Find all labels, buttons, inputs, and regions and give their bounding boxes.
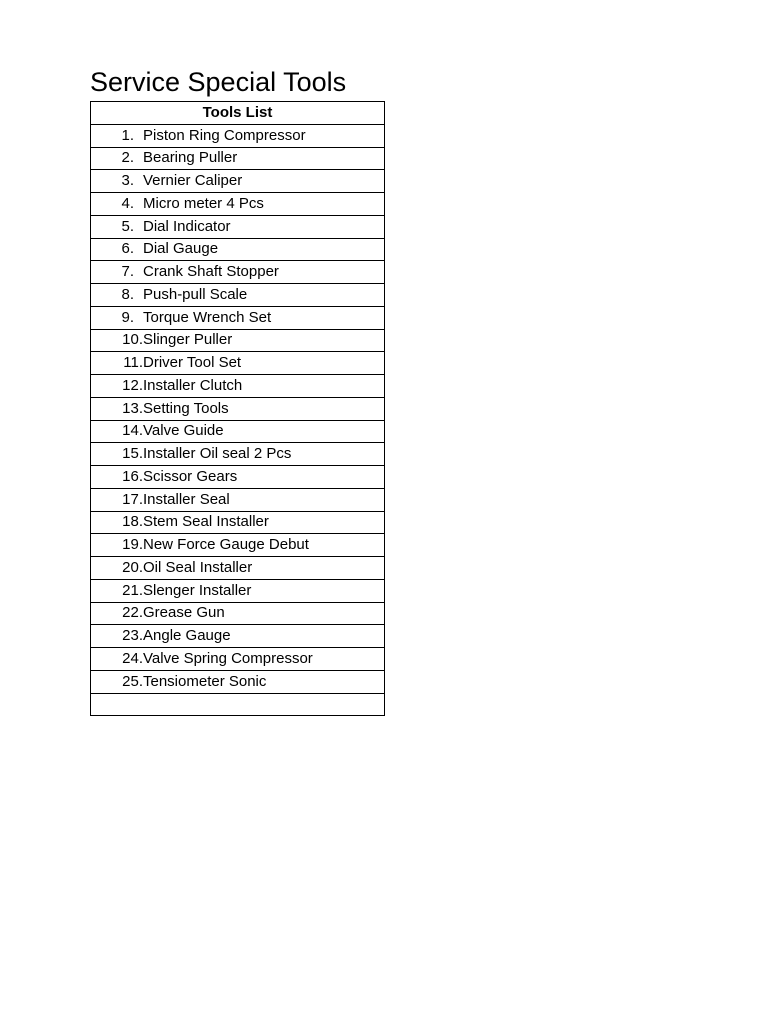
table-header-row	[91, 102, 385, 125]
table-row	[91, 625, 385, 648]
tool-name: Torque Wrench Set	[143, 308, 272, 326]
table-row	[91, 261, 385, 284]
table-row	[91, 534, 385, 557]
table-row	[91, 511, 385, 534]
tool-cell	[91, 170, 385, 193]
tool-cell	[91, 238, 385, 261]
tool-name: Setting Tools	[143, 399, 229, 417]
tool-cell	[91, 397, 385, 420]
tool-name: Angle Gauge	[143, 627, 231, 645]
tool-name: New Force Gauge Debut	[143, 536, 309, 554]
table-row-empty	[91, 693, 385, 716]
tool-number: 11.	[123, 354, 143, 372]
tool-cell	[91, 534, 385, 557]
tool-cell	[91, 329, 385, 352]
tool-name: Push-pull Scale	[143, 285, 248, 303]
table-row	[91, 193, 385, 216]
table-row	[91, 557, 385, 580]
tool-name: Piston Ring Compressor	[143, 126, 306, 144]
tool-cell	[91, 557, 385, 580]
table-row	[91, 488, 385, 511]
table-row	[91, 329, 385, 352]
tool-cell	[91, 193, 385, 216]
tool-cell	[91, 488, 385, 511]
tool-number: 16.	[122, 467, 143, 485]
tool-cell	[91, 511, 385, 534]
tool-number: 18.	[122, 513, 143, 531]
tool-cell	[91, 124, 385, 147]
tool-cell	[91, 147, 385, 170]
tool-number: 24.	[122, 649, 143, 667]
tool-name: Slinger Puller	[143, 331, 233, 349]
tool-cell	[91, 352, 385, 375]
tool-number: 8.	[121, 285, 134, 303]
tool-number: 12.	[122, 376, 143, 394]
tool-cell	[91, 261, 385, 284]
tools-table-body	[91, 124, 385, 716]
tool-cell	[91, 670, 385, 693]
tool-number: 22.	[122, 604, 143, 622]
empty-cell	[91, 693, 385, 716]
tools-table	[90, 101, 385, 716]
tool-number: 21.	[122, 581, 143, 599]
tool-number: 6.	[121, 240, 134, 258]
tool-number: 2.	[121, 149, 134, 167]
tool-cell	[91, 215, 385, 238]
tool-number: 19.	[122, 536, 143, 554]
table-row	[91, 284, 385, 307]
tool-number: 1.	[121, 126, 134, 144]
tool-name: Installer Seal	[143, 490, 230, 508]
tool-name: Dial Gauge	[143, 240, 219, 258]
tool-number: 20.	[122, 558, 143, 576]
table-row	[91, 306, 385, 329]
tool-name: Driver Tool Set	[143, 354, 242, 372]
table-row	[91, 466, 385, 489]
table-row	[91, 397, 385, 420]
tool-number: 4.	[121, 194, 134, 212]
table-row	[91, 215, 385, 238]
tool-name: Micro meter 4 Pcs	[143, 194, 264, 212]
table-row	[91, 352, 385, 375]
tool-number: 15.	[122, 445, 143, 463]
tool-name: Stem Seal Installer	[143, 513, 269, 531]
tool-name: Grease Gun	[143, 604, 225, 622]
tool-number: 7.	[121, 263, 134, 281]
tool-number: 25.	[122, 672, 143, 690]
tool-number: 5.	[121, 217, 134, 235]
table-row	[91, 670, 385, 693]
tool-number: 10.	[122, 331, 143, 349]
table-row	[91, 579, 385, 602]
page-title: Service Special Tools	[90, 67, 347, 97]
tool-name: Crank Shaft Stopper	[143, 263, 279, 281]
tool-number: 3.	[121, 172, 134, 190]
tool-cell	[91, 284, 385, 307]
table-row	[91, 238, 385, 261]
table-row	[91, 420, 385, 443]
tool-cell	[91, 579, 385, 602]
tool-number: 9.	[121, 308, 134, 326]
tool-number: 23.	[122, 627, 143, 645]
tool-cell	[91, 306, 385, 329]
tool-cell	[91, 625, 385, 648]
tool-cell	[91, 375, 385, 398]
tool-cell	[91, 466, 385, 489]
tool-name: Tensiometer Sonic	[143, 672, 267, 690]
table-row	[91, 602, 385, 625]
tool-number: 14.	[122, 422, 143, 440]
table-row	[91, 443, 385, 466]
tool-name: Slenger Installer	[143, 581, 252, 599]
tool-cell	[91, 648, 385, 671]
tool-name: Dial Indicator	[143, 217, 231, 235]
tool-cell	[91, 443, 385, 466]
tool-name: Bearing Puller	[143, 149, 238, 167]
tool-name: Valve Guide	[143, 422, 224, 440]
tool-name: Installer Oil seal 2 Pcs	[143, 445, 292, 463]
tool-name: Valve Spring Compressor	[143, 649, 313, 667]
tool-number: 13.	[122, 399, 143, 417]
tool-name: Oil Seal Installer	[143, 558, 253, 576]
tool-name: Installer Clutch	[143, 376, 243, 394]
table-row	[91, 375, 385, 398]
tool-number: 17.	[122, 490, 143, 508]
tool-name: Vernier Caliper	[143, 172, 243, 190]
table-row	[91, 124, 385, 147]
tool-cell	[91, 602, 385, 625]
tool-cell	[91, 420, 385, 443]
table-row	[91, 648, 385, 671]
table-header-tools-list: Tools List	[91, 102, 385, 125]
tool-name: Scissor Gears	[143, 467, 238, 485]
table-row	[91, 147, 385, 170]
table-row	[91, 170, 385, 193]
